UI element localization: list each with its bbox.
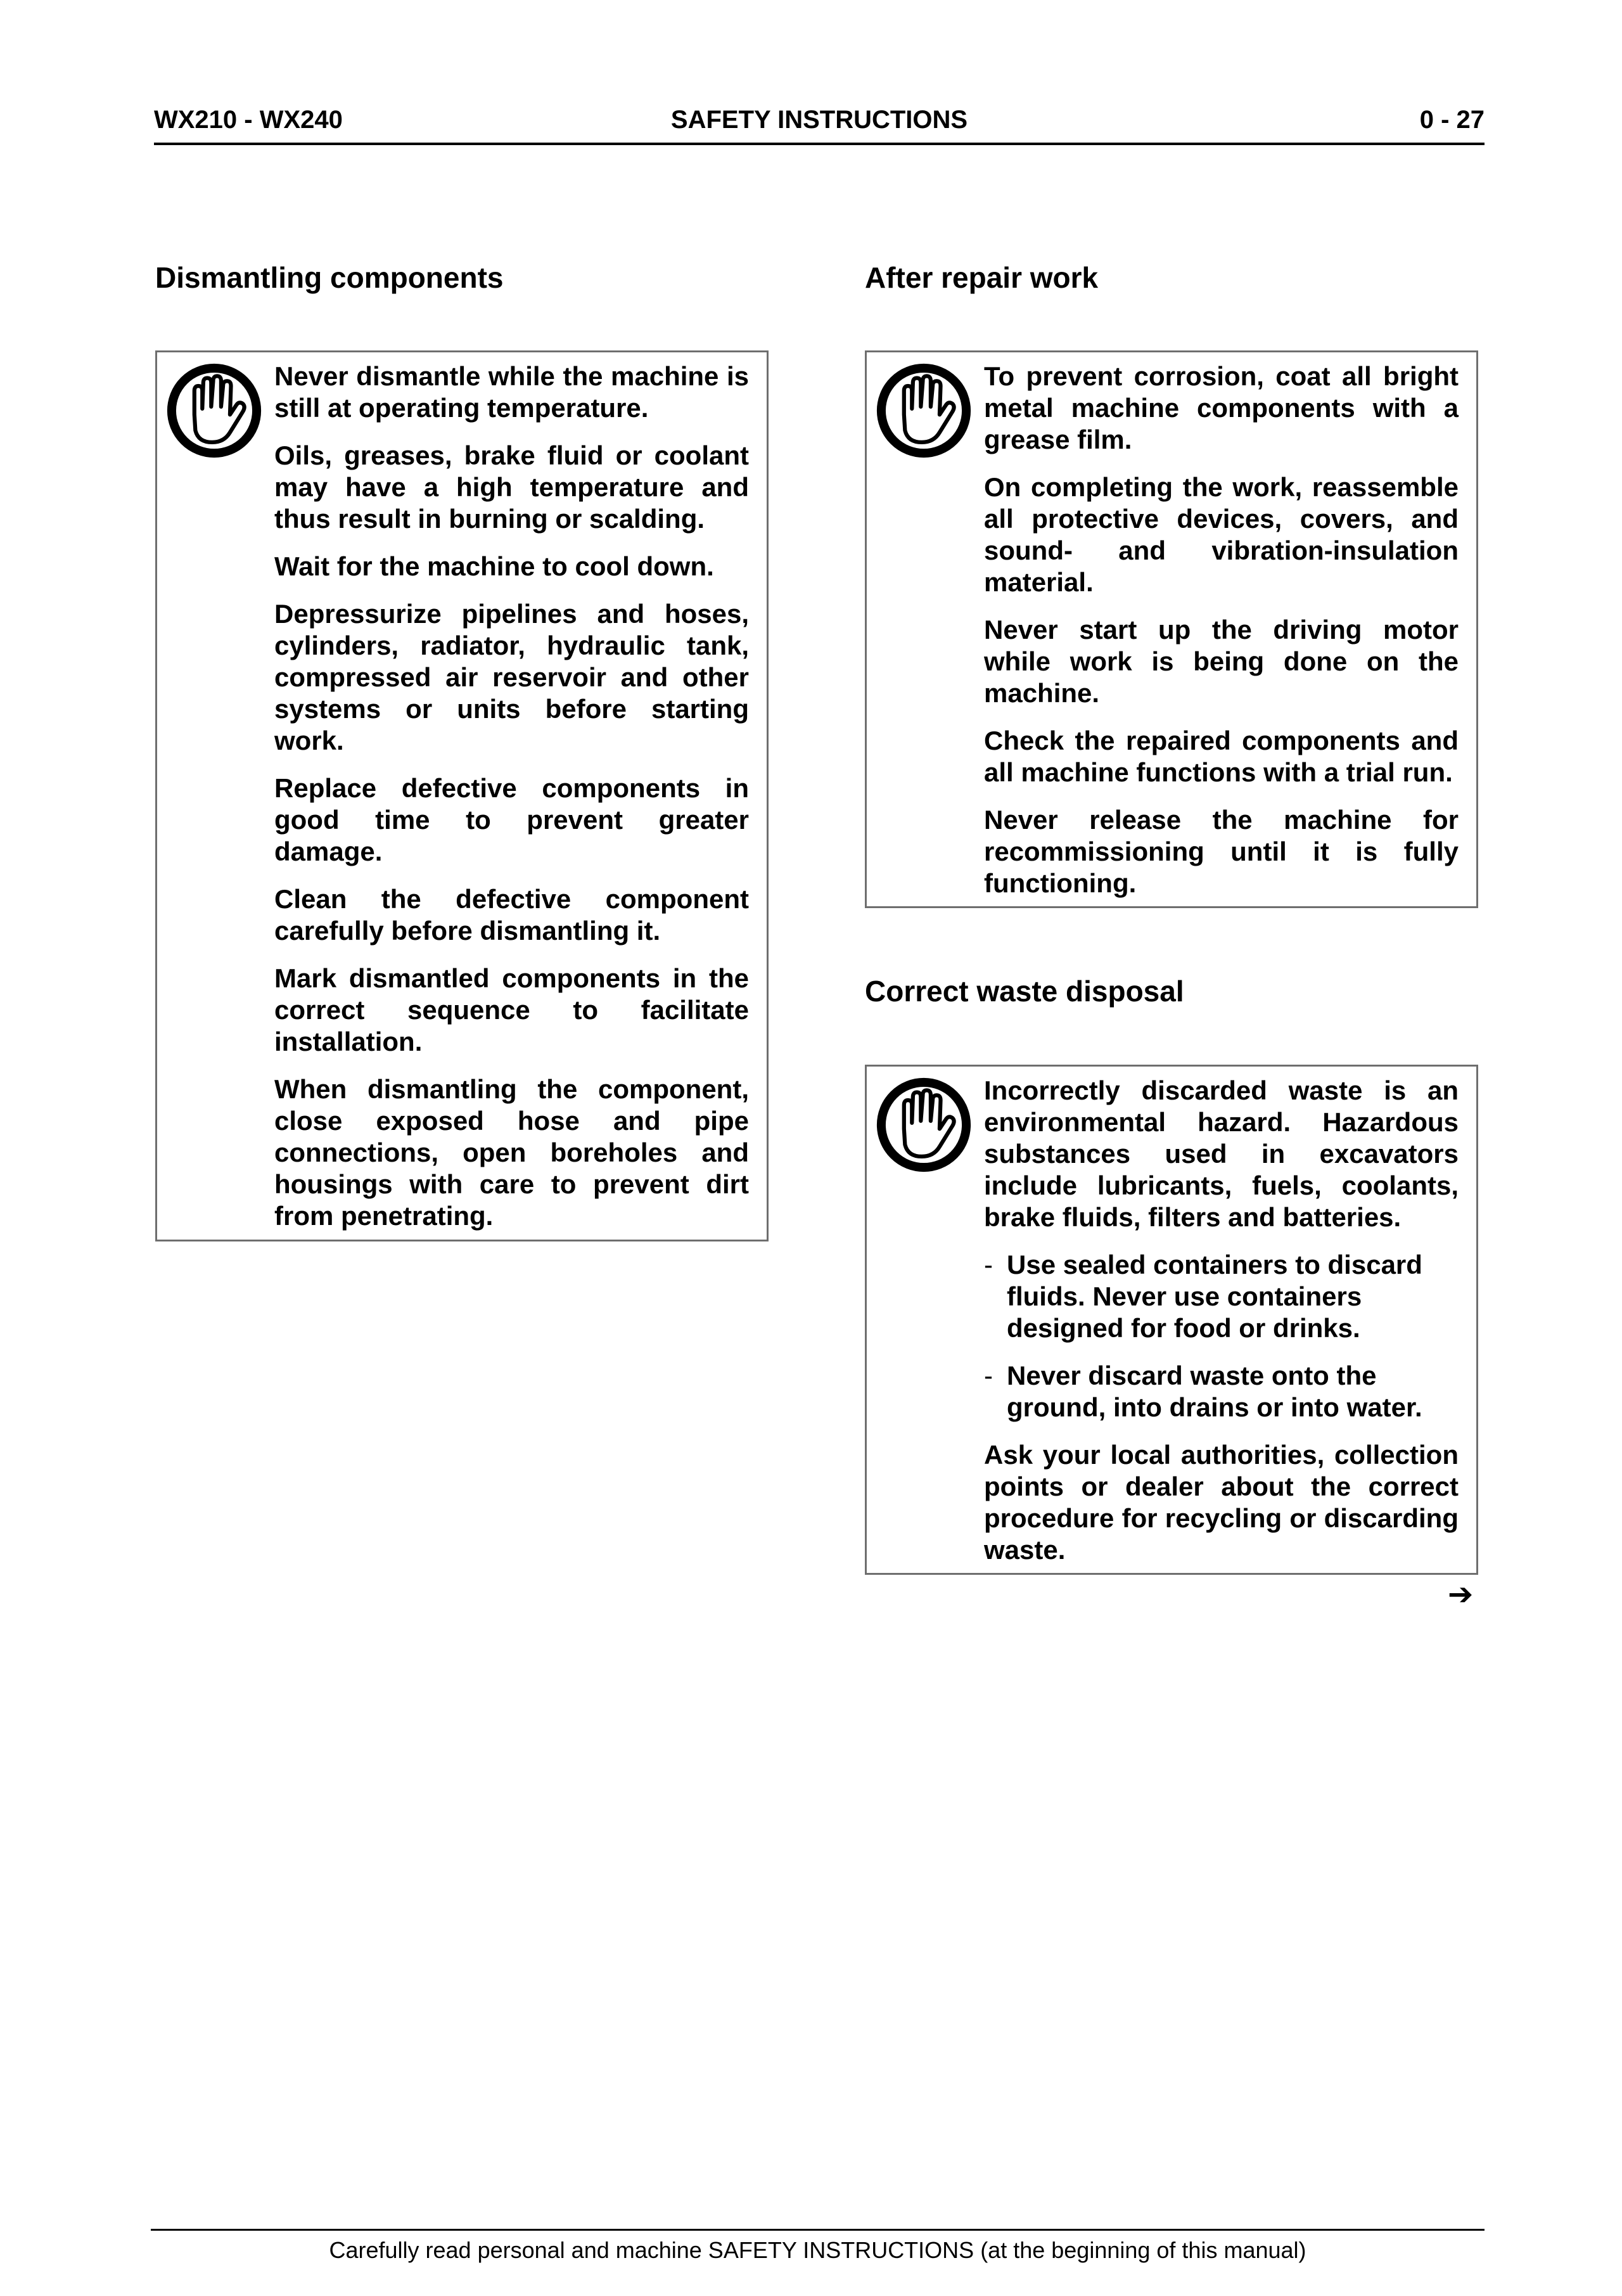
footer-divider [151,2229,1485,2231]
page-number: 0 - 27 [1419,106,1485,134]
after-repair-box [865,350,1478,908]
page-header [154,105,1485,145]
hand-stop-icon [165,361,264,460]
paragraph: Depressurize pipelines and hoses, cylinders, radiator, hydraulic tank, compressed air reservoir and other systems or units before starting work. [274,599,749,755]
paragraph: Never dismantle while the machine is still at operating temperature. [274,361,749,423]
after-repair-text [984,361,1459,915]
paragraph: Ask your local authorities, collection points or dealer about the correct procedure for recycling or discarding waste. [984,1440,1459,1565]
paragraph: Oils, greases, brake fluid or coolant may have a high temperature and thus result in burning or scalding. [274,440,749,534]
waste-box [865,1065,1478,1575]
paragraph: Incorrectly discarded waste is an environmental hazard. Hazardous substances used in excavators include lubricants, fuels, coolants, brake fluids, filters and batteries. [984,1075,1459,1232]
paragraph: Never release the machine for recommissioning until it is fully functioning. [984,805,1459,898]
section-title-waste: Correct waste disposal [865,975,1184,1008]
paragraph: Check the repaired components and all machine functions with a trial run. [984,726,1459,787]
hand-stop-icon [874,361,973,460]
dismantling-box [155,350,769,1241]
paragraph: Never start up the driving motor while work is being done on the machine. [984,615,1459,708]
model-label: WX210 - WX240 [154,106,343,134]
header-title: SAFETY INSTRUCTIONS [670,106,968,134]
dismantling-text [274,361,749,1248]
paragraph: Mark dismantled components in the correct sequence to facilitate installation. [274,963,749,1056]
hand-stop-icon [874,1075,973,1174]
page-footer: Carefully read personal and machine SAFETY INSTRUCTIONS (at the beginning of this manual) [329,2237,1306,2263]
waste-text [984,1075,1459,1582]
paragraph: When dismantling the component, close exposed hose and pipe connections, open boreholes and housings with care to prevent dirt from penetrating. [274,1074,749,1231]
list-item: - Use sealed containers to discard fluids. Never use containers designed for food or drinks. [984,1249,1459,1344]
continue-arrow-icon: ➔ [1448,1578,1474,1612]
paragraph: Clean the defective component carefully before dismantling it. [274,884,749,946]
paragraph: Wait for the machine to cool down. [274,551,714,581]
section-title-after-repair: After repair work [865,261,1099,294]
section-title-dismantling: Dismantling components [155,261,504,294]
waste-bullet-list [984,1249,1459,1423]
list-item: - Never discard waste onto the ground, into drains or into water. [984,1360,1459,1423]
paragraph: To prevent corrosion, coat all bright metal machine components with a grease film. [984,361,1459,454]
paragraph: On completing the work, reassemble all protective devices, covers, and sound- and vibration-insulation material. [984,472,1459,597]
paragraph: Replace defective components in good time to prevent greater damage. [274,773,749,866]
